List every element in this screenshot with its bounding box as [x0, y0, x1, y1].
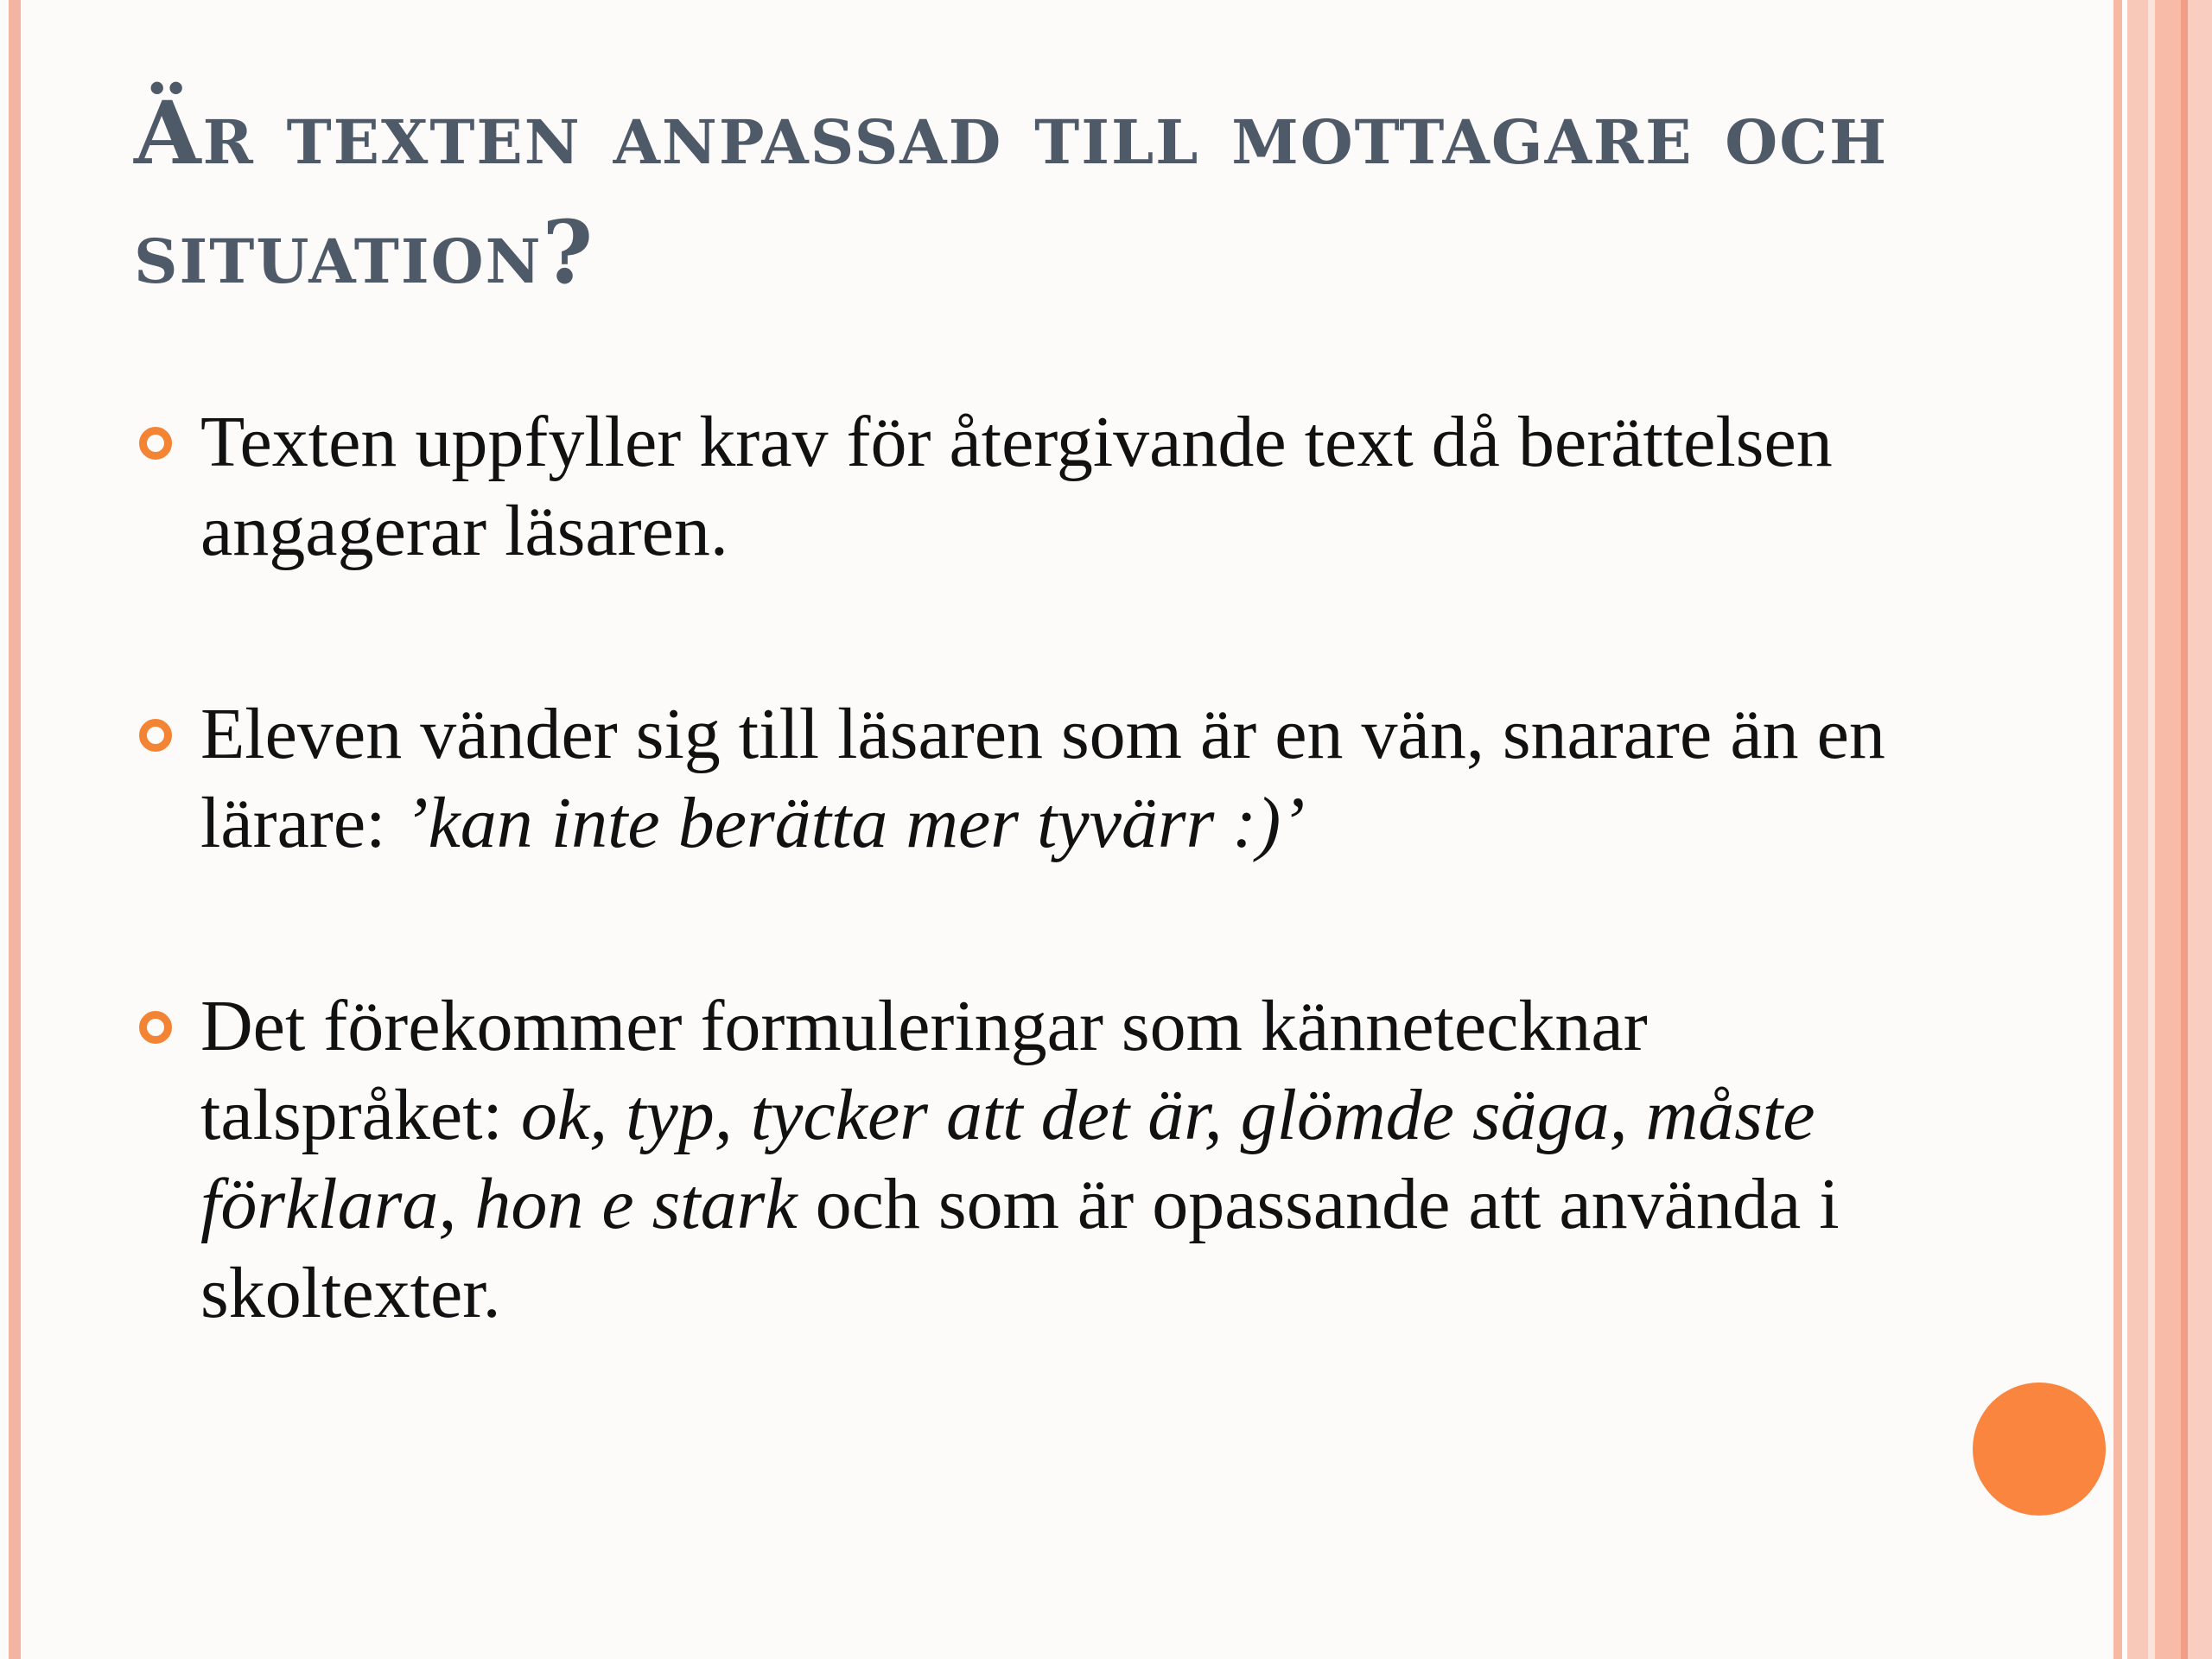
bullet-ring-icon	[139, 719, 172, 752]
left-border	[9, 0, 21, 1659]
right-stripe	[2127, 0, 2148, 1659]
bullet-item	[134, 397, 1948, 575]
right-stripe	[2148, 0, 2155, 1659]
decorative-circle	[1973, 1382, 2106, 1516]
bullet-ring-icon	[139, 427, 172, 460]
bullet-examples: ok, typ, tycker att det är, glömde säga, måste förklara, hon e stark	[200, 1075, 1815, 1244]
bullet-quote: ’kan inte berätta mer tyvärr :)’	[404, 783, 1306, 863]
bullet-list	[134, 397, 1948, 1338]
bullet-text: Texten uppfyller krav för återgivande text då berättelsen angagerar läsaren.	[200, 402, 1833, 571]
bullet-ring-icon	[139, 1011, 172, 1044]
bullet-item	[134, 982, 1948, 1338]
right-stripe	[2181, 0, 2188, 1659]
bullet-text-tail: och som är opassande att använda i skoltexter.	[200, 1164, 1840, 1333]
slide-title: Är texten anpassad till mottagare och situation?	[134, 82, 1889, 303]
bullet-text: Eleven vänder sig till läsaren som är en vän, snarare än en lärare:	[200, 694, 1885, 863]
right-stripe	[2155, 0, 2181, 1659]
right-stripe	[2113, 0, 2122, 1659]
right-stripe	[2188, 0, 2212, 1659]
bullet-item	[134, 690, 1948, 868]
bullet-text: Det förekommer formuleringar som kännetecknar talspråket:	[200, 986, 1648, 1155]
